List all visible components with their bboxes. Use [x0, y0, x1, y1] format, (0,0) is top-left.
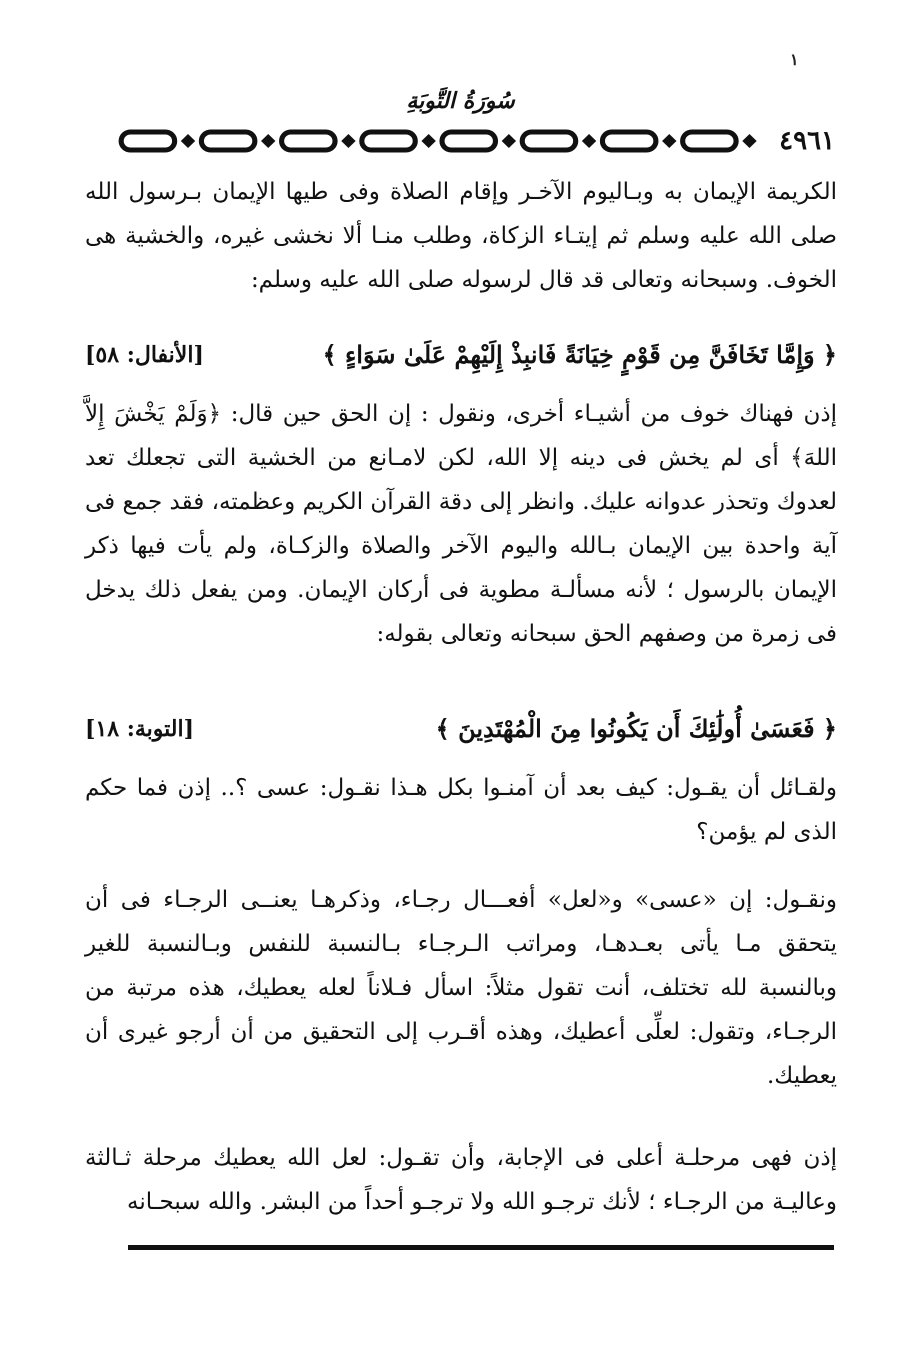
- verse-text: ﴿ وَإِمَّا تَخَافَنَّ مِن قَوْمٍ خِيَانَةً فَانبِذْ إِلَيْهِمْ عَلَىٰ سَوَاءٍ ﴾: [322, 340, 837, 369]
- paragraph-2: إذن فهناك خوف من أشيـاء أخرى، ونقول : إن الحق حين قال: ﴿وَلَمْ يَخْشَ إِلاَّ اللهَ﴾ أى لم يخش فى دينه إلا الله، لكن لامـانع من الخشية التى تجعلك تعد لعدوك وتحذر عدوانه عليك. وانظر إلى دقة القرآن الكريم وعظمته، فقد جمع فى آية واحدة بين الإيمان بـالله واليوم الآخر والصلاة والزكـاة، ولم يأت فيها ذكر الإيمان بالرسول ؛ لأنه مسألـة مطوية فى أركان الإيمان. ومن يفعل ذلك يدخل فى زمرة من وصفهم الحق سبحانه وتعالى بقوله:: [85, 401, 837, 647]
- chain-ornament-icon: [115, 124, 773, 158]
- paragraph-5-block: [85, 1136, 837, 1224]
- paragraph-4: ونقـول: إن «عسى» و«لعل» أفعـــال رجـاء، وذكرهـا يعنــى الرجـاء فى أن يتحقق مـا يأتى بعـدهـا، ومراتب الـرجـاء بـالنسبة للنفس وبـالنسبة للغير وبالنسبة لله تختلف، أنت تقول مثلاً: اسأل فـلاناً لعله يعطيك، هذه مرتبة من الرجـاء، وتقول: لعلِّى أعطيك، وهذه أقـرب إلى التحقيق من أن أرجو غيرى أن يعطيك.: [85, 887, 837, 1089]
- verse-tawbah: [85, 714, 837, 754]
- paragraph-1: الكريمة الإيمان به وبـاليوم الآخـر وإقام الصلاة وفى طيها الإيمان بـرسول الله صلى الله عليه وسلم ثم إيتـاء الزكاة، وطلب منـا ألا نخشى غيره، والخشية هى الخوف. وسبحانه وتعالى قد قال لرسوله صلى الله عليه وسلم:: [85, 179, 837, 293]
- paragraph-3: ولقـائل أن يقـول: كيف بعد أن آمنـوا بكل هـذا نقـول: عسى ؟.. إذن فما حكم الذى لم يؤمن؟: [85, 775, 837, 845]
- header-ornament-row: [115, 124, 835, 158]
- verse-reference: [التوبة: ١٨]: [85, 716, 194, 742]
- verse-reference: [الأنفال: ٥٨]: [85, 342, 204, 368]
- page-number: ٤٩٦١: [779, 126, 835, 156]
- paragraph-2-block: [85, 392, 837, 656]
- verse-text: ﴿ فَعَسَىٰ أُولَٰئِكَ أَن يَكُونُوا مِنَ الْمُهْتَدِينَ ﴾: [435, 714, 837, 743]
- paragraph-1-block: [85, 170, 837, 302]
- verse-anfal: [85, 340, 837, 380]
- paragraph-4-block: [85, 878, 837, 1098]
- footer-rule: [128, 1245, 834, 1250]
- paragraph-3-block: [85, 766, 837, 854]
- corner-mark: ١: [790, 50, 799, 69]
- paragraph-5: إذن فهى مرحلـة أعلى فى الإجابة، وأن تقـول: لعل الله يعطيك مرحلة ثـالثة وعاليـة من الرجـاء ؛ لأنك ترجـو الله ولا ترجـو أحداً من البشر. والله سبحـانه: [85, 1145, 837, 1215]
- surah-title: سُورَةُ التَّوبَةِ: [406, 88, 515, 114]
